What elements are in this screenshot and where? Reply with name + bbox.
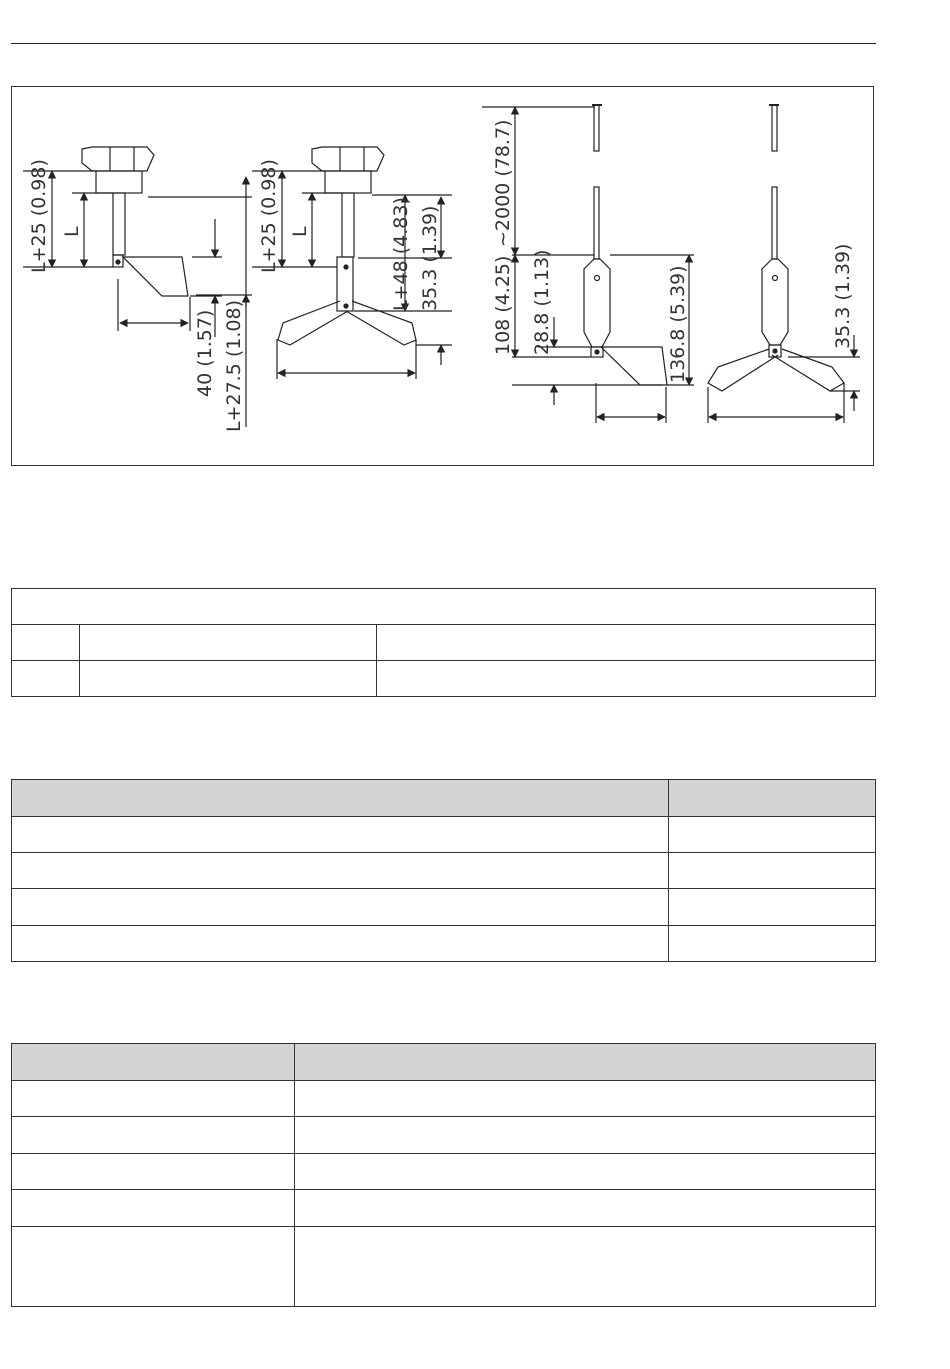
table-cell: [669, 817, 876, 853]
table-cell: [12, 1190, 295, 1227]
table-cell: [12, 926, 669, 962]
dim-label: 40 (1.57): [194, 309, 216, 397]
table-cell: [12, 1081, 295, 1117]
table-cell: [80, 661, 377, 697]
dim-label: L: [61, 226, 83, 237]
dim-label: 28.8 (1.13): [531, 249, 553, 355]
table-cell: [295, 1117, 876, 1154]
table-header-cell: [12, 780, 669, 817]
table-cell: [12, 1154, 295, 1190]
dimension-drawing-svg: [12, 87, 875, 467]
table-cell: [669, 889, 876, 926]
table-cell: [377, 661, 876, 697]
table-cell: [12, 817, 669, 853]
dim-label: 35.3 (1.39): [832, 243, 854, 349]
dim-label: 35.3 (1.39): [419, 205, 441, 311]
table-2: [11, 779, 876, 962]
dim-label: L+25 (0.98): [28, 159, 50, 273]
dim-label: 136.8 (5.39): [667, 265, 689, 383]
dim-label: L+48 (4.83): [390, 197, 412, 311]
table-cell: [12, 853, 669, 889]
table-1: [11, 588, 876, 697]
dim-label: L+27.5 (1.08): [223, 300, 245, 432]
table-cell: [12, 625, 80, 661]
table-header-cell: [669, 780, 876, 817]
table-cell: [12, 1227, 295, 1307]
table-cell: [12, 889, 669, 926]
table-cell: [669, 926, 876, 962]
dim-label: 108 (4.25): [492, 255, 514, 355]
table-cell: [295, 1227, 876, 1307]
table-3: [11, 1043, 876, 1307]
table-cell: [12, 661, 80, 697]
table-header-cell: [12, 1044, 295, 1081]
table-1-title: [12, 589, 876, 625]
table-cell: [12, 1117, 295, 1154]
table-cell: [377, 625, 876, 661]
table-cell: [295, 1081, 876, 1117]
header-rule: [11, 43, 876, 44]
table-cell: [295, 1154, 876, 1190]
table-header-cell: [295, 1044, 876, 1081]
table-cell: [80, 625, 377, 661]
dim-label: L: [289, 226, 311, 237]
dim-label: ~2000 (78.7): [492, 119, 514, 247]
table-cell: [295, 1190, 876, 1227]
table-cell: [669, 853, 876, 889]
dim-label: L+25 (0.98): [258, 159, 280, 273]
probe-a-drawing: [23, 147, 252, 427]
dimension-drawing: [11, 86, 874, 466]
